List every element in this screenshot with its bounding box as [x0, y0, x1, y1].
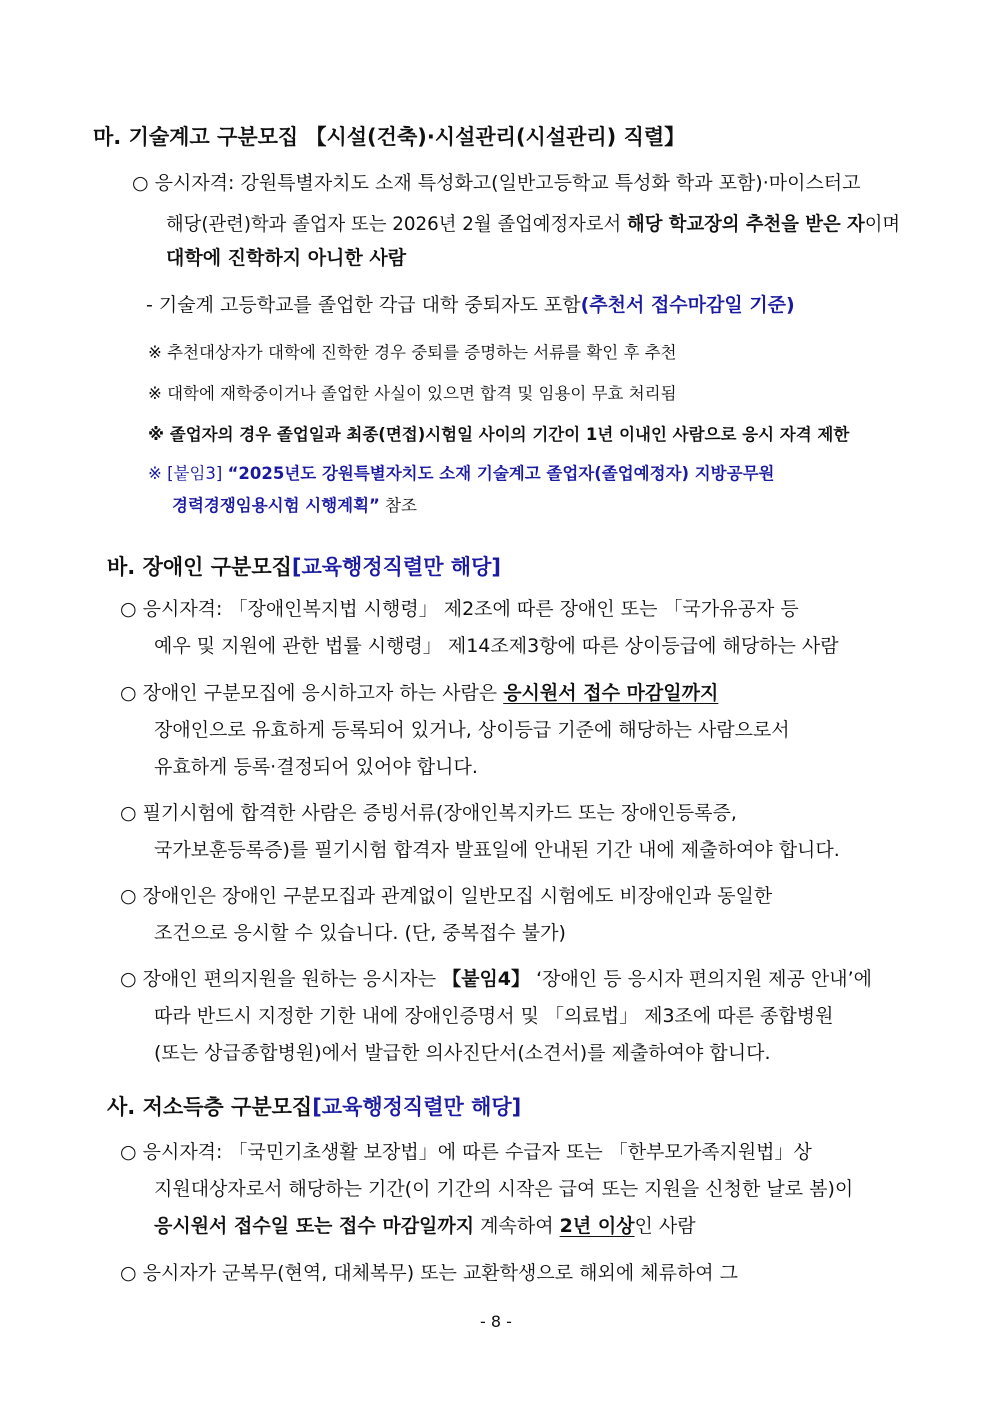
ma-note-4-cont: 경력경쟁임용시험 시행계획” 참조 [172, 496, 417, 515]
ba-registration-line-1: ○ 장애인 구분모집에 응시하고자 하는 사람은 응시원서 접수 마감일까지 [120, 682, 719, 704]
section-heading-ma: 마. 기술계고 구분모집 【시설(건축)·시설관리(시설관리) 직렬】 [93, 125, 686, 149]
ba-support-line-2: 따라 반드시 지정한 기한 내에 장애인증명서 및 「의료법」 제3조에 따른 종합병원 [154, 1005, 834, 1027]
ba-documents-line-2: 국가보훈등록증)를 필기시험 합격자 발표일에 안내된 기간 내에 제출하여야 합니다. [154, 839, 840, 861]
section-heading-ba: 바. 장애인 구분모집[교육행정직렬만 해당] [107, 555, 501, 579]
ba-registration-line-3: 유효하게 등록·결정되어 있어야 합니다. [154, 756, 478, 778]
ba-general-line-1: ○ 장애인은 장애인 구분모집과 관계없이 일반모집 시험에도 비장애인과 동일한 [120, 885, 773, 907]
ba-registration-deadline: 응시원서 접수 마감일까지 [503, 682, 719, 704]
ba-support-line-3: (또는 상급종합병원)에서 발급한 의사진단서(소견서)를 제출하여야 합니다. [154, 1042, 771, 1064]
ba-qualification-line-1: ○ 응시자격: 「장애인복지법 시행령」 제2조에 따른 장애인 또는 「국가유공자 등 [120, 598, 799, 620]
ma-deadline-basis: (추천서 접수마감일 기준) [580, 294, 795, 316]
page-number: - 8 - [480, 1312, 512, 1331]
ba-registration-line-2: 장애인으로 유효하게 등록되어 있거나, 상이등급 기준에 해당하는 사람으로서 [154, 719, 790, 741]
ma-qualification-line-1: ○ 응시자격: 강원특별자치도 소재 특성화고(일반고등학교 특성화 학과 포함)·마이스터고 [132, 172, 861, 194]
ba-documents-line-1: ○ 필기시험에 합격한 사람은 증빙서류(장애인복지카드 또는 장애인등록증, [120, 802, 737, 824]
sa-qualification-line-2: 지원대상자로서 해당하는 기간(이 기간의 시작은 급여 또는 지원을 신청한 날로 봄)이 [154, 1178, 854, 1200]
sa-qualification-line-1: ○ 응시자격: 「국민기초생활 보장법」에 따른 수급자 또는 「한부모가족지원법」상 [120, 1141, 812, 1163]
ba-qualification-line-2: 예우 및 지원에 관한 법률 시행령」 제14조제3항에 따른 상이등급에 해당하는 사람 [154, 635, 839, 657]
ma-note-4: ※ [붙임3] “2025년도 강원특별자치도 소재 기술계고 졸업자(졸업예정자) 지방공무원 [148, 464, 775, 483]
sa-military-line-1: ○ 응시자가 군복무(현역, 대체복무) 또는 교환학생으로 해외에 체류하여 그 [120, 1262, 739, 1284]
ba-support-line-1: ○ 장애인 편의지원을 원하는 응시자는 【붙임4】 ‘장애인 등 응시자 편의지원 제공 안내’에 [120, 968, 873, 990]
ma-qualification-line-2: 해당(관련)학과 졸업자 또는 2026년 2월 졸업예정자로서 해당 학교장의 추천을 받은 자이며 [166, 213, 901, 235]
ma-note-2: ※ 대학에 재학중이거나 졸업한 사실이 있으면 합격 및 임용이 무효 처리됨 [148, 384, 677, 403]
ba-general-line-2: 조건으로 응시할 수 있습니다. (단, 중복접수 불가) [154, 922, 566, 944]
section-heading-sa: 사. 저소득층 구분모집[교육행정직렬만 해당] [107, 1095, 522, 1119]
ma-recommendation-emphasis: 해당 학교장의 추천을 받은 자 [627, 213, 865, 235]
ma-qualification-line-3: 대학에 진학하지 아니한 사람 [166, 247, 407, 269]
sa-duration-emphasis: 2년 이상 [559, 1215, 635, 1237]
ma-note-3: ※ 졸업자의 경우 졸업일과 최종(면접)시험일 사이의 기간이 1년 이내인 사람으로 응시 자격 제한 [148, 425, 850, 444]
sa-qualification-line-3: 응시원서 접수일 또는 접수 마감일까지 계속하여 2년 이상인 사람 [154, 1215, 696, 1237]
ma-dropout-note: - 기술계 고등학교를 졸업한 각급 대학 중퇴자도 포함(추천서 접수마감일 기준) [146, 294, 795, 316]
ma-note-1: ※ 추천대상자가 대학에 진학한 경우 중퇴를 증명하는 서류를 확인 후 추천 [148, 343, 677, 362]
